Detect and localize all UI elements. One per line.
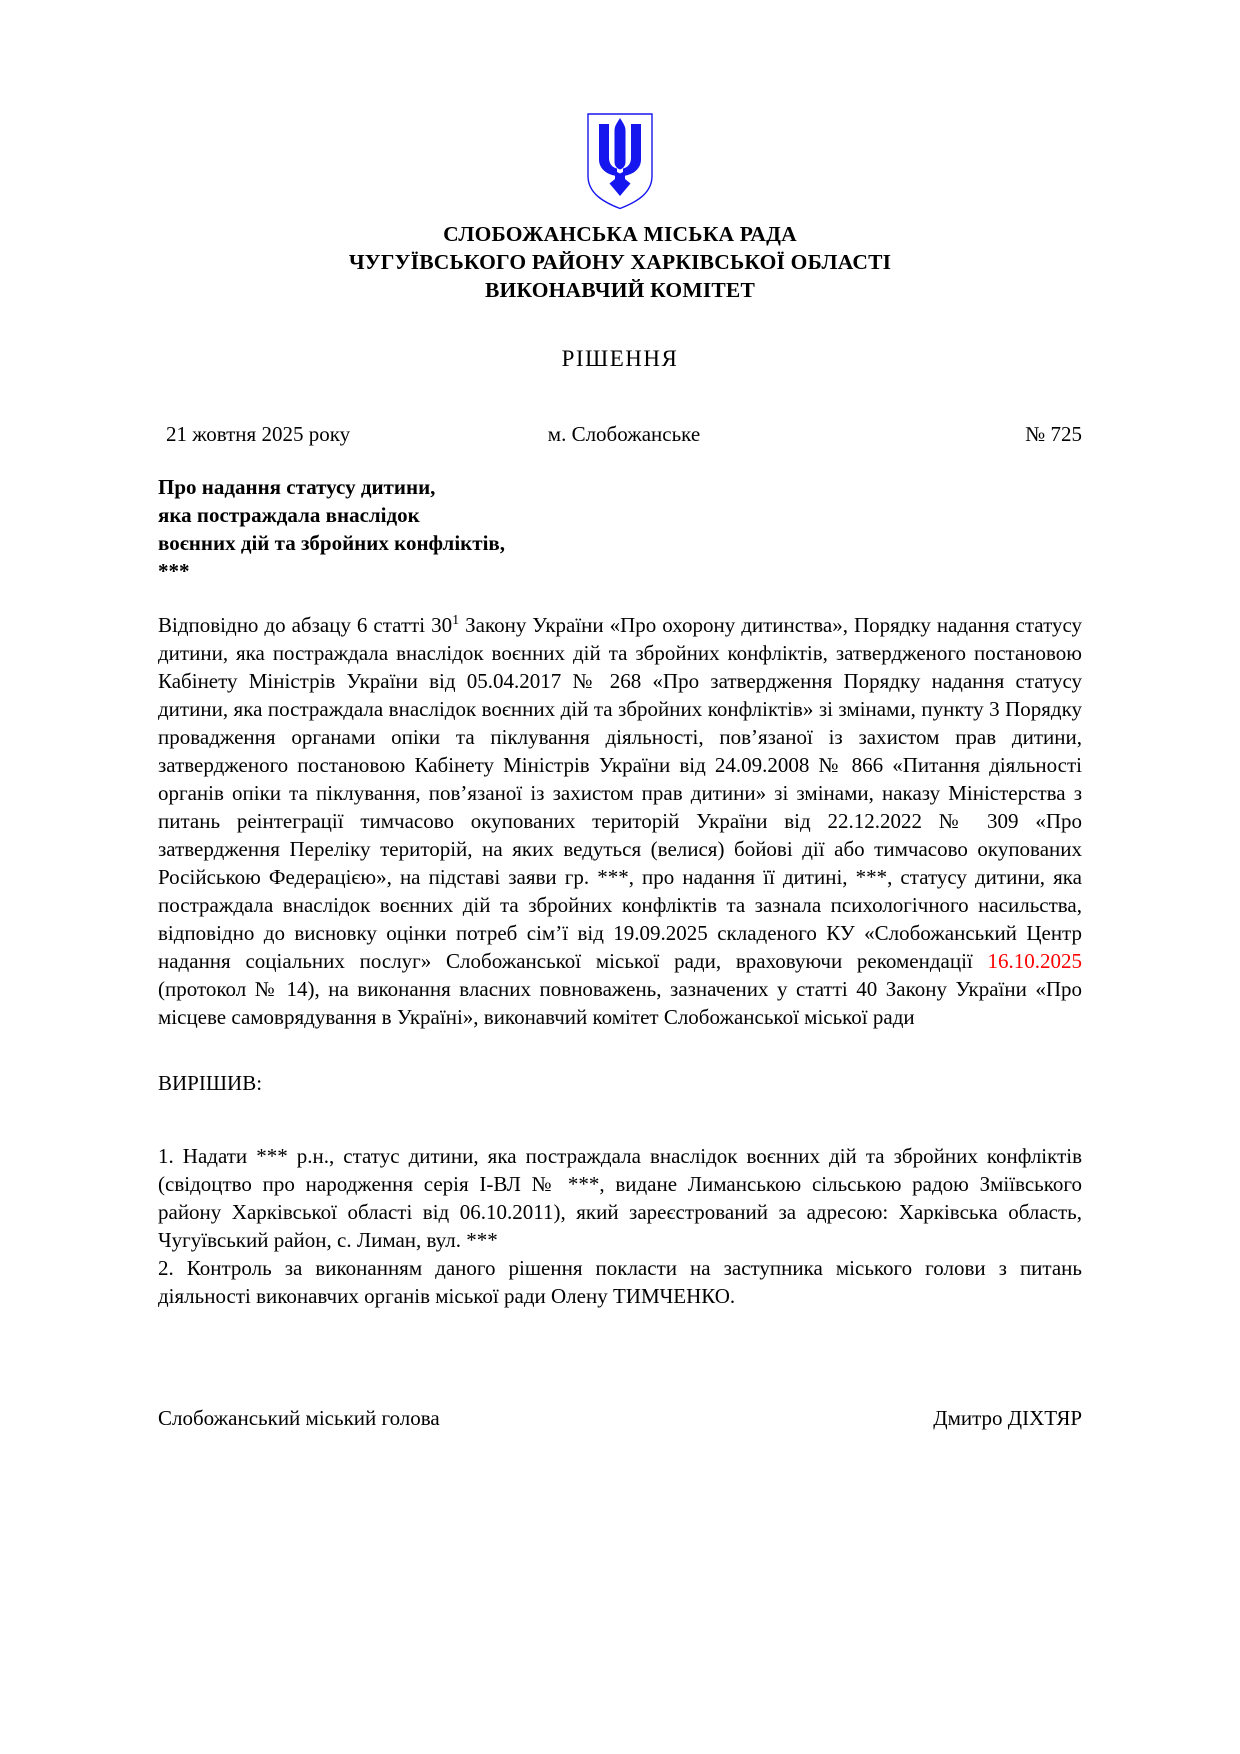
highlighted-date: 16.10.2025 [987, 949, 1082, 973]
emblem-container [158, 112, 1082, 212]
body-text-part3: (протокол № 14), на виконання власних повноважень, зазначених у статті 40 Закону України «Про місцеве самоврядування в Україні», виконавчий комітет Слобожанської міської ради [158, 977, 1082, 1029]
org-name-line3: ВИКОНАВЧИЙ КОМІТЕТ [484, 278, 756, 302]
subject-line: яка постраждала внаслідок [158, 503, 420, 527]
document-number: № 725 [1025, 422, 1082, 446]
ukraine-trident-icon [586, 112, 654, 212]
resolution-item-2: 2. Контроль за виконанням даного рішення покласти на заступника міського голови з питань діяльності виконавчих органів міської ради Олену ТИМЧЕНКО. [158, 1256, 1082, 1308]
resolved-label: ВИРІШИВ: [158, 1071, 263, 1095]
signer-position: Слобожанський міський голова [158, 1406, 440, 1430]
subject-block [158, 473, 1082, 585]
subject-line: *** [158, 559, 190, 583]
body-text-part2: Закону України «Про охорону дитинства», Порядку надання статусу дитини, яка постраждала внаслідок воєнних дій та збройних конфліктів, затвердженого постановою Кабінету Міністрів України від 05.04.2017 № 268 «Про затвердження Порядку надання статусу дитини, яка постраждала внаслідок воєнних дій та збройних конфліктів» зі змінами, пункту 3 Порядку провадження органами опіки та піклування діяльності, пов’язаної із захистом прав дитини, затвердженого постановою Кабінету Міністрів України від 24.09.2008 № 866 «Питання діяльності органів опіки та піклування, пов’язаної із захистом прав дитини» зі змінами, наказу Міністерства з питань реінтеграції тимчасово окупованих територій України від 22.12.2022 № 309 «Про затвердження Переліку територій, на яких ведуться (велися) бойові дії або тимчасово окупованих Російською Федерацією», на підставі заяви гр. ***, про надання її дитині, ***, статусу дитини, яка постраждала внаслідок воєнних дій та збройних конфліктів та зазнала психологічного насильства, відповідно до висновку оцінки потреб сім’ї від 19.09.2025 складеного КУ «Слобожанський Центр надання соціальних послуг» Слобожанської міської ради, враховуючи рекомендації [158, 613, 1083, 973]
document-date: 21 жовтня 2025 року [166, 422, 351, 446]
body-superscript: 1 [452, 613, 460, 628]
organization-header [158, 220, 1082, 304]
org-name-line2: ЧУГУЇВСЬКОГО РАЙОНУ ХАРКІВСЬКОЇ ОБЛАСТІ [348, 250, 892, 274]
org-name-line1: СЛОБОЖАНСЬКА МІСЬКА РАДА [443, 222, 797, 246]
document-type-title: РІШЕННЯ [561, 346, 679, 371]
signature-row [158, 1406, 1082, 1431]
document-place: м. Слобожанське [547, 422, 701, 446]
resolution-item-1: 1. Надати *** р.н., статус дитини, яка постраждала внаслідок воєнних дій та збройних конфліктів (свідоцтво про народження серія І-ВЛ № ***, видане Лиманською сільською радою Зміївського району Харківської області від 06.10.2011), який зареєстрований за адресою: Харківська область, Чугуївський район, с. Лиман, вул. *** [158, 1144, 1082, 1252]
signer-name: Дмитро ДІХТЯР [933, 1406, 1082, 1430]
body-paragraph [158, 611, 1082, 1031]
resolution-items [158, 1142, 1082, 1310]
document-meta-row [158, 422, 1082, 447]
body-text-part1: Відповідно до абзацу 6 статті 30 [158, 613, 453, 637]
subject-line: Про надання статусу дитини, [158, 475, 436, 499]
subject-line: воєнних дій та збройних конфліктів, [158, 531, 506, 555]
